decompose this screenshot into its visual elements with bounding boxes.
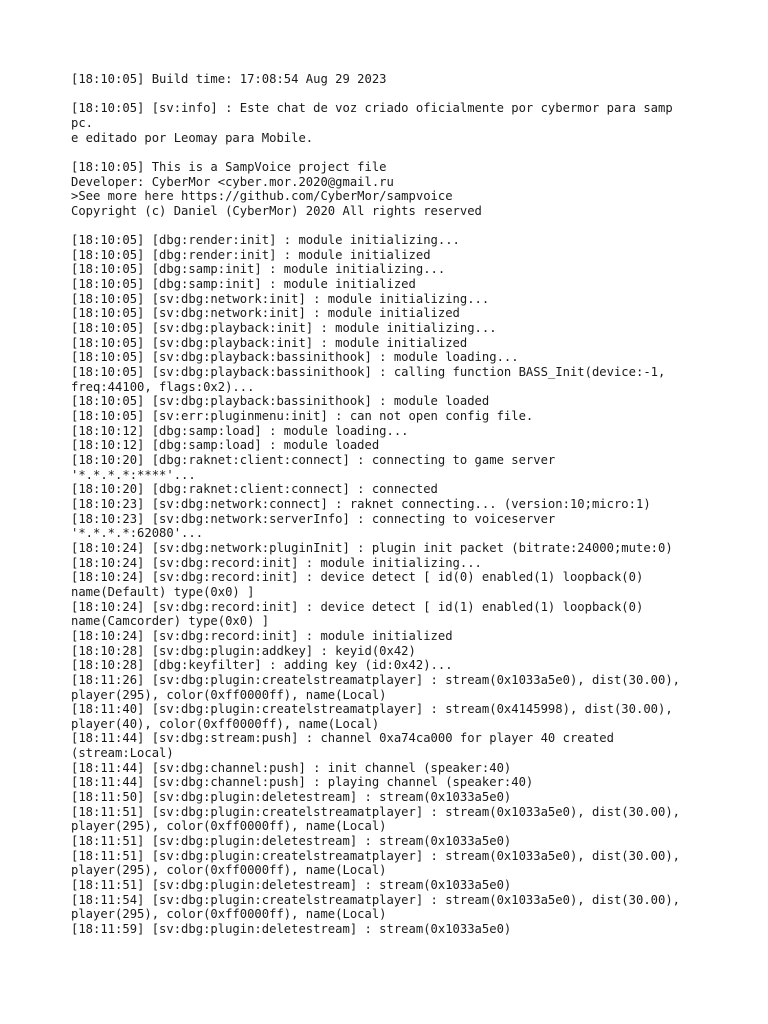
log-line: [18:10:05] [dbg:samp:init] : module initialized (71, 277, 416, 292)
log-line: [18:10:05] [sv:dbg:playback:bassinithook] : module loaded (71, 394, 490, 409)
log-line: [18:10:05] [sv:info] : Este chat de voz criado oficialmente por cybermor para samp (71, 101, 673, 116)
log-line: [18:11:51] [sv:dbg:plugin:createlstreamatplayer] : stream(0x1033a5e0), dist(30.00), (71, 848, 681, 863)
log-line: name(Default) type(0x0) ] (71, 584, 255, 599)
log-line: player(295), color(0xff0000ff), name(Local) (71, 863, 387, 878)
log-block (71, 72, 711, 87)
log-line: Developer: CyberMor <cyber.mor.2020@gmail.ru (71, 174, 394, 189)
log-line: [18:10:05] [dbg:samp:init] : module initializing... (71, 262, 446, 277)
log-line: [18:11:26] [sv:dbg:plugin:createlstreamatplayer] : stream(0x1033a5e0), dist(30.00), (71, 672, 681, 687)
log-line: [18:11:59] [sv:dbg:plugin:deletestream] : stream(0x1033a5e0) (71, 922, 512, 937)
log-line: player(295), color(0xff0000ff), name(Local) (71, 687, 387, 702)
log-line: [18:11:51] [sv:dbg:plugin:deletestream] : stream(0x1033a5e0) (71, 834, 512, 849)
log-line: [18:10:24] [sv:dbg:record:init] : device detect [ id(0) enabled(1) loopback(0) (71, 570, 644, 585)
log-line: [18:11:50] [sv:dbg:plugin:deletestream] : stream(0x1033a5e0) (71, 790, 512, 805)
log-line: [18:10:24] [sv:dbg:record:init] : module initializing... (71, 555, 482, 570)
log-block (71, 160, 711, 219)
log-line: player(295), color(0xff0000ff), name(Local) (71, 907, 387, 922)
log-line: [18:10:28] [dbg:keyfilter] : adding key (id:0x42)... (71, 658, 453, 673)
log-line: [18:10:05] [sv:dbg:playback:init] : module initialized (71, 335, 468, 350)
log-line: [18:10:05] [sv:dbg:playback:bassinithook] : module loading... (71, 350, 519, 365)
log-line: [18:11:51] [sv:dbg:plugin:deletestream] : stream(0x1033a5e0) (71, 878, 512, 893)
log-line: Copyright (c) Daniel (CyberMor) 2020 All rights reserved (71, 203, 482, 218)
log-line: [18:10:24] [sv:dbg:record:init] : module initialized (71, 628, 453, 643)
log-line: [18:10:05] [sv:dbg:playback:init] : module initializing... (71, 321, 497, 336)
log-line: [18:10:20] [dbg:raknet:client:connect] : connected (71, 482, 438, 497)
log-line: [18:10:05] [dbg:render:init] : module initialized (71, 247, 431, 262)
log-line: e editado por Leomay para Mobile. (71, 130, 314, 145)
log-line: [18:11:44] [sv:dbg:channel:push] : init channel (speaker:40) (71, 760, 512, 775)
log-line: [18:11:44] [sv:dbg:stream:push] : channel 0xa74ca000 for player 40 created (71, 731, 614, 746)
log-line: [18:10:05] This is a SampVoice project file (71, 159, 387, 174)
log-line: '*.*.*.*:****'... (71, 467, 196, 482)
log-line: name(Camcorder) type(0x0) ] (71, 614, 270, 629)
log-line: [18:10:20] [dbg:raknet:client:connect] : connecting to game server (71, 453, 556, 468)
log-line: [18:10:24] [sv:dbg:record:init] : device detect [ id(1) enabled(1) loopback(0) (71, 599, 644, 614)
log-line: '*.*.*.*:62080'... (71, 526, 204, 541)
log-line: [18:11:44] [sv:dbg:channel:push] : playing channel (speaker:40) (71, 775, 534, 790)
log-line: (stream:Local) (71, 746, 174, 761)
log-line: [18:10:12] [dbg:samp:load] : module loading... (71, 423, 409, 438)
log-line: [18:10:05] [sv:err:pluginmenu:init] : can not open config file. (71, 409, 534, 424)
log-line: [18:10:05] [sv:dbg:playback:bassinithook] : calling function BASS_Init(device:-1, (71, 365, 666, 380)
log-line: [18:10:23] [sv:dbg:network:serverInfo] : connecting to voiceserver (71, 511, 556, 526)
log-line: [18:11:54] [sv:dbg:plugin:createlstreamatplayer] : stream(0x1033a5e0), dist(30.00), (71, 892, 681, 907)
log-line: [18:10:24] [sv:dbg:network:pluginInit] : plugin init packet (bitrate:24000;mute:0) (71, 540, 673, 555)
log-line: player(40), color(0xff0000ff), name(Local) (71, 716, 380, 731)
log-line: [18:10:05] [dbg:render:init] : module initializing... (71, 233, 460, 248)
log-line: player(295), color(0xff0000ff), name(Local) (71, 819, 387, 834)
log-line: [18:10:12] [dbg:samp:load] : module loaded (71, 438, 380, 453)
log-line: [18:10:28] [sv:dbg:plugin:addkey] : keyid(0x42) (71, 643, 416, 658)
log-line: freq:44100, flags:0x2)... (71, 379, 255, 394)
log-block (71, 101, 711, 145)
log-block (71, 233, 711, 937)
log-line: >See more here https://github.com/CyberMor/sampvoice (71, 189, 453, 204)
log-line: [18:10:23] [sv:dbg:network:connect] : raknet connecting... (version:10;micro:1) (71, 496, 651, 511)
log-line: [18:11:40] [sv:dbg:plugin:createlstreamatplayer] : stream(0x4145998), dist(30.00), (71, 702, 673, 717)
log-line: [18:10:05] [sv:dbg:network:init] : module initializing... (71, 291, 490, 306)
log-document (71, 72, 711, 951)
log-line: [18:10:05] Build time: 17:08:54 Aug 29 2023 (71, 72, 387, 86)
log-line: pc. (71, 115, 94, 130)
log-line: [18:10:05] [sv:dbg:network:init] : module initialized (71, 306, 460, 321)
log-line: [18:11:51] [sv:dbg:plugin:createlstreamatplayer] : stream(0x1033a5e0), dist(30.00), (71, 804, 681, 819)
